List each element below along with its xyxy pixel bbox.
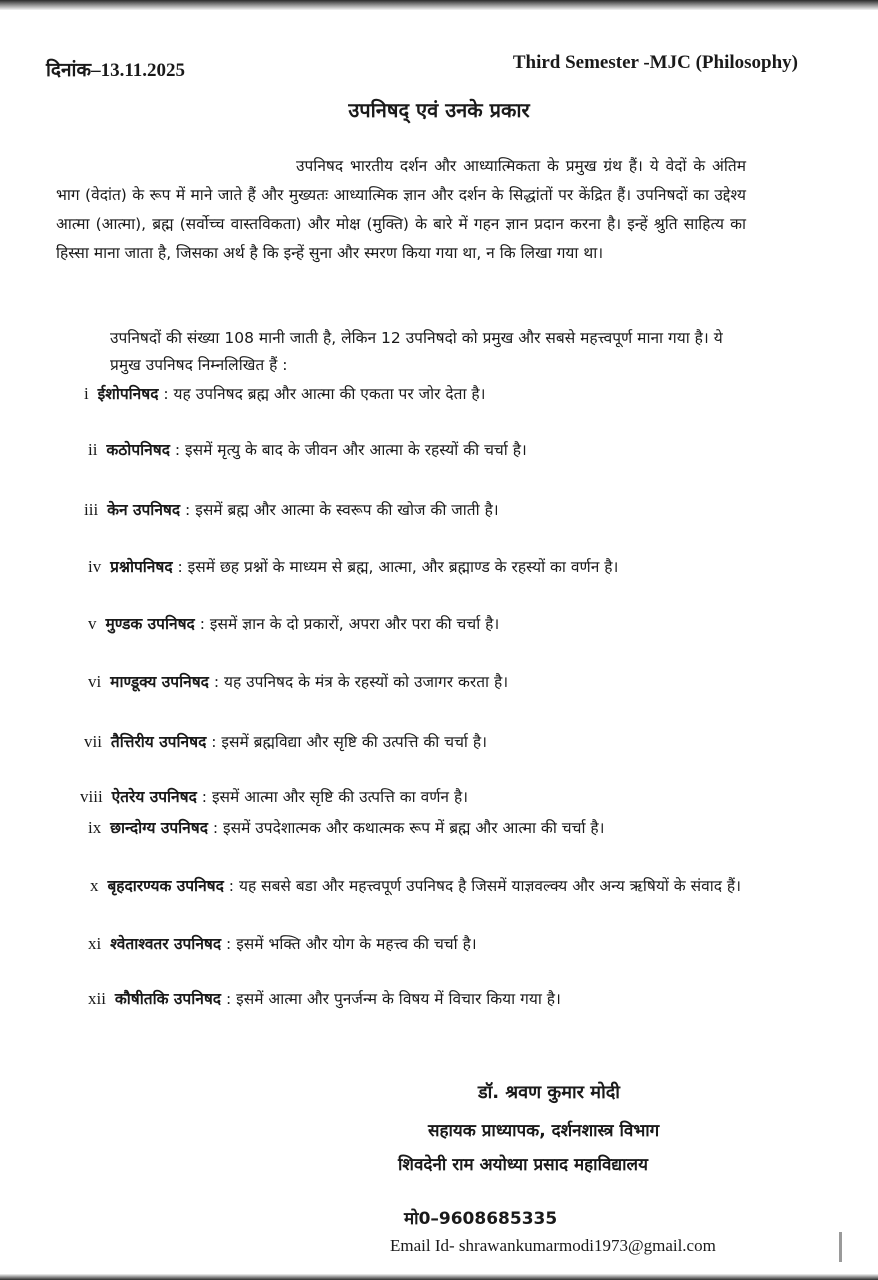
intro-paragraph: उपनिषद भारतीय दर्शन और आध्यात्मिकता के प्रमुख ग्रंथ हैं। ये वेदों के अंतिम भाग (वेदांत) के रूप में माने जाते हैं और मुख्यतः आध्यात्मिक ज्ञान और दर्शन के सिद्धांतों पर केंद्रित हैं। उपनिषदों का उद्देश्य आत्मा (आत्मा), ब्रह्म (सर्वोच्च वास्तविकता) और मोक्ष (मुक्ति) के बारे में गहन ज्ञान प्रदान करना है। इन्हें श्रुति साहित्य का हिस्सा माना जाता है, जिसका अर्थ है कि इन्हें सुना और स्मरण किया गया था, न कि लिखा गया था।: [56, 157, 746, 262]
item-description: इसमें भक्ति और योग के महत्त्व की चर्चा है।: [236, 935, 477, 953]
item-name: प्रश्नोपनिषद: [110, 558, 173, 576]
date-label: दिनांक–13.11.2025: [46, 60, 186, 81]
signature-designation: सहायक प्राध्यापक, दर्शनशास्त्र विभाग: [428, 1121, 660, 1141]
list-item: xi श्वेताश्वतर उपनिषद : इसमें भक्ति और योग के महत्त्व की चर्चा है।: [88, 930, 788, 958]
item-number: vi: [88, 672, 102, 691]
item-number: ii: [88, 440, 98, 459]
mobile-number: मो0–9608685335: [404, 1209, 558, 1229]
item-number: ix: [88, 818, 102, 837]
photo-bottom-edge: [0, 1274, 878, 1280]
item-description: इसमें ब्रह्म और आत्मा के स्वरूप की खोज की जाती है।: [195, 501, 499, 519]
item-description: यह उपनिषद के मंत्र के रहस्यों को उजागर करता है।: [223, 673, 509, 691]
item-description: यह सबसे बडा और महत्त्वपूर्ण उपनिषद है जिसमें याज्ञवल्क्य और अन्य ऋषियों के संवाद हैं।: [238, 877, 742, 895]
list-item: iv प्रश्नोपनिषद : इसमें छह प्रश्नों के माध्यम से ब्रह्म, आत्मा, और ब्रह्माण्ड के रहस्यों का वर्णन है।: [88, 553, 768, 581]
item-number: vii: [84, 732, 102, 751]
item-number: x: [90, 876, 99, 895]
item-number: i: [84, 384, 89, 403]
count-paragraph: उपनिषदों की संख्या 108 मानी जाती है, लेकिन 12 उपनिषदो को प्रमुख और सबसे महत्त्वपूर्ण माना गया है। ये प्रमुख उपनिषद निम्नलिखित हैं :: [110, 329, 723, 374]
item-number: iii: [84, 500, 99, 519]
item-name: बृहदारण्यक उपनिषद: [107, 877, 224, 895]
item-number: xii: [88, 989, 106, 1008]
item-name: तैत्तिरीय उपनिषद: [110, 733, 207, 751]
list-item: v मुण्डक उपनिषद : इसमें ज्ञान के दो प्रकारों, अपरा और परा की चर्चा है।: [88, 610, 788, 638]
list-item: i ईशोपनिषद : यह उपनिषद ब्रह्म और आत्मा की एकता पर जोर देता है।: [84, 380, 564, 408]
item-number: xi: [88, 934, 102, 953]
list-item: ix छान्दोग्य उपनिषद : इसमें उपदेशात्मक और कथात्मक रूप में ब्रह्म और आत्मा की चर्चा है।: [88, 814, 728, 842]
page-title: उपनिषद् एवं उनके प्रकार: [348, 98, 530, 122]
list-item: xii कौषीतकि उपनिषद : इसमें आत्मा और पुनर्जन्म के विषय में विचार किया गया है।: [88, 985, 788, 1013]
list-item: iii केन उपनिषद : इसमें ब्रह्म और आत्मा के स्वरूप की खोज की जाती है।: [84, 496, 784, 524]
item-description: इसमें उपदेशात्मक और कथात्मक रूप में ब्रह्म और आत्मा की चर्चा है।: [223, 819, 605, 837]
email-address: Email Id- shrawankumarmodi1973@gmail.com: [390, 1236, 716, 1255]
item-name: कौषीतकि उपनिषद: [114, 990, 222, 1008]
item-name: माण्डूक्य उपनिषद: [110, 673, 209, 691]
list-item: ii कठोपनिषद : इसमें मृत्यु के बाद के जीवन और आत्मा के रहस्यों की चर्चा है।: [88, 436, 788, 464]
item-number: v: [88, 614, 97, 633]
item-description: इसमें ब्रह्मविद्या और सृष्टि की उत्पत्ति की चर्चा है।: [221, 733, 487, 751]
item-name: ऐतरेय उपनिषद: [111, 788, 197, 806]
semester-label: Third Semester -MJC (Philosophy): [512, 52, 798, 73]
item-name: ईशोपनिषद: [97, 385, 159, 403]
item-description: इसमें आत्मा और पुनर्जन्म के विषय में विचार किया गया है।: [236, 990, 561, 1008]
signature-college: शिवदेनी राम अयोध्या प्रसाद महाविद्यालय: [398, 1155, 648, 1175]
item-name: मुण्डक उपनिषद: [105, 615, 195, 633]
item-description: इसमें छह प्रश्नों के माध्यम से ब्रह्म, आत्मा, और ब्रह्माण्ड के रहस्यों का वर्णन है।: [187, 558, 619, 576]
list-item: viii ऐतरेय उपनिषद : इसमें आत्मा और सृष्टि की उत्पत्ति का वर्णन है।: [80, 783, 780, 811]
list-item: vi माण्डूक्य उपनिषद : यह उपनिषद के मंत्र के रहस्यों को उजागर करता है।: [88, 668, 788, 696]
item-description: इसमें आत्मा और सृष्टि की उत्पत्ति का वर्णन है।: [211, 788, 469, 806]
list-item: x बृहदारण्यक उपनिषद : यह सबसे बडा और महत्त्वपूर्ण उपनिषद है जिसमें याज्ञवल्क्य और अन्य ऋषियों के संवाद हैं।: [90, 872, 750, 900]
signature-name: डॉ. श्रवण कुमार मोदी: [478, 1082, 620, 1103]
item-description: इसमें मृत्यु के बाद के जीवन और आत्मा के रहस्यों की चर्चा है।: [185, 441, 527, 459]
item-name: छान्दोग्य उपनिषद: [110, 819, 208, 837]
item-number: iv: [88, 557, 102, 576]
item-description: इसमें ज्ञान के दो प्रकारों, अपरा और परा की चर्चा है।: [209, 615, 500, 633]
item-name: कठोपनिषद: [106, 441, 170, 459]
item-name: केन उपनिषद: [107, 501, 181, 519]
list-item: vii तैत्तिरीय उपनिषद : इसमें ब्रह्मविद्या और सृष्टि की उत्पत्ति की चर्चा है।: [84, 728, 784, 756]
margin-mark: [839, 1232, 842, 1262]
item-number: viii: [80, 787, 103, 806]
photo-top-edge: [0, 0, 878, 10]
item-name: श्वेताश्वतर उपनिषद: [110, 935, 222, 953]
item-description: यह उपनिषद ब्रह्म और आत्मा की एकता पर जोर देता है।: [173, 385, 486, 403]
